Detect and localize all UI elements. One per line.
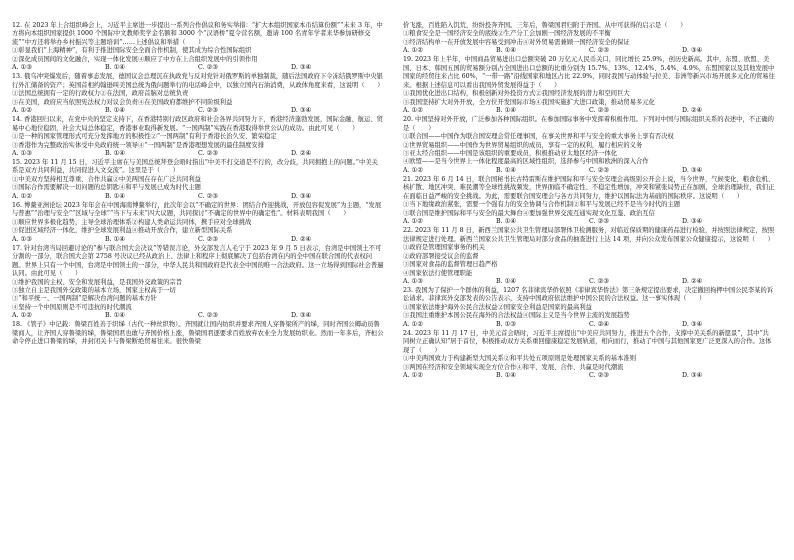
statement-item: ①联合国——中国作为联合国安理会常任理事国，在事关世界和平与安全的重大事务上享有否决权 xyxy=(403,133,674,141)
answer-choice: C. ②③ xyxy=(198,192,218,200)
question-stem: 23. 我国为了保护一个群体的利益，1207 名菲律宾华侨依照《菲律宾华侨法》第三条规定提出要求，决定撤回拘押中国公民李某的诉讼请求。菲律宾外交部发表的公告表示，支持中国政府依法维护中国公民的合法权益。这一事实体现（ ） xyxy=(403,287,774,303)
statement-item: ②世界贸易组织——中国作为世界贸易组织的成员，享有一定的权利，履行相应的义务 xyxy=(403,141,643,149)
answer-choice: C. ②③ xyxy=(198,107,218,115)
answer-choice: A. ①③ xyxy=(12,149,32,157)
statement-item: ①维护我国的主权、安全和发展利益，是我国外交政策的宗旨 xyxy=(12,278,183,286)
answer-choices xyxy=(12,193,384,201)
question-block xyxy=(403,56,775,115)
answer-choice: D. ③④ xyxy=(682,166,703,174)
statement-item: ③两国在经济和安全领域实现全方位合作④和平、发展、合作、共赢是时代潮流 xyxy=(403,363,624,371)
statement-item: ④坚持一个中国原则是不可违抗的时代潮流 xyxy=(12,303,132,311)
question-block xyxy=(12,73,384,115)
question-stem: 18. 《管子》中记载：鲁梁百姓善于织绨（古代一种丝织物）。齐国就让国内纺织并要求齐国人穿鲁梁所产的绨，同时齐国公卿动员鲁梁商人，让齐国人穿鲁梁的绨，鲁梁国君也敢与齐国价格上涨，鲁梁国君逐要求百姓放弃农业全力发展纺织业。然而一年多后，齐桓公命令停止进口鲁梁的绨，并封闭关卡与鲁梁断绝贸易往来。很快鲁梁 xyxy=(12,321,384,346)
answer-choice: B. ①③ xyxy=(496,320,516,328)
statement-item: ①粮食安全是一国经济安全的底线②生产分工会加剧一国经济发展的不平衡 xyxy=(403,30,611,38)
statement-item: ②深化成员国间的文化融合，实现一体化发展④顺应了中方在上合组织发展中的引领作用 xyxy=(12,55,258,63)
answer-choice: B. ①④ xyxy=(496,277,516,285)
answer-choices xyxy=(403,321,775,329)
answer-choice: C. ②③ xyxy=(198,312,218,320)
statement-item: ②政府部署接受议会的监督 xyxy=(403,252,479,260)
answer-choice: A. ①② xyxy=(403,166,423,174)
question-stem: 22. 2023 年 11 月 8 日，新西兰国家公共卫生管理局部署体卫检测服务，对临近保质期的健康药品进行检验，并按照法律规定，按照法律规定进行处理。新西兰国家公共卫生管理局对部分食品的抽查进行上达 14 项，并向公众发布国家公众健康提示，这说明（ ） xyxy=(403,227,775,243)
statement-item: ①当下地缘政治紧张，需要一个强有力的安全协调与合作机制②和平与发展已经不是当今时代的主题 xyxy=(403,201,681,209)
question-block xyxy=(12,116,384,158)
statement-item: ④欧盟——是当今世界上一体化程度最高的区域性组织，选择参与中国和欧洲的深入合作 xyxy=(403,158,649,166)
right-column xyxy=(403,22,775,381)
statement-item: ③国际合作需要解决一切问题的总钥匙④和平与发展已成为时代主题 xyxy=(12,184,201,192)
answer-choice: C. ②③ xyxy=(589,218,609,226)
answer-choice: A. ①③ xyxy=(12,64,32,72)
answer-choice: D. ②④ xyxy=(291,235,312,243)
question-stem: 16. 博鳌亚洲论坛 2023 年年会在中国海南博鳌举行，此次年会以“不确定的世界：团结合作迎挑战，开放包容促发展”为主题，“发展与普惠”“治理与安全”“区域与全球”“当下与未来”四大议题，共同探讨“不确定的世界中的确定性”。材料表明我国（ ） xyxy=(12,201,382,218)
answer-choice: B. ①④ xyxy=(105,312,125,320)
answer-choice: A. ①② xyxy=(12,312,32,320)
answer-choices xyxy=(403,167,775,175)
statement-item: ①是一种的国家管理形式可充分发挥地方的积极性②“一国两制”有利于香港长治久安、繁荣稳定 xyxy=(12,133,277,141)
question-block xyxy=(12,22,384,73)
statement-item: ③在美国，政府应当依照宪法权力对议会负责④在美国政府都维护不同阶级利益 xyxy=(12,98,233,106)
answer-choice: B. ①④ xyxy=(496,372,516,380)
answer-choices xyxy=(403,372,775,380)
answer-choice: B. ①④ xyxy=(496,47,516,55)
question-block xyxy=(12,321,384,346)
answer-choice: B. ①④ xyxy=(105,149,125,157)
statement-item: ①顺应世界多极化趋势，主导全球治理体系②构建人类命运共同体，携手应对全球挑战 xyxy=(12,218,252,226)
answer-choices xyxy=(403,107,775,115)
statement-item: ①中美两国致力于构建新型大国关系②和平共处五项原则是处理国家关系的基本准则 xyxy=(403,355,636,363)
answer-choices xyxy=(12,236,384,244)
answer-choice: D. ②④ xyxy=(682,107,703,115)
answer-choice: D. ③④ xyxy=(682,218,703,226)
answer-choice: C. ②④ xyxy=(589,320,609,328)
statement-item: ③经济结构单一在开放发展中容易受到冲击④对外贸易需兼顾一国经济安全的保证 xyxy=(403,38,630,46)
answer-choice: B. ①④ xyxy=(105,64,125,72)
question-stem: 14. 香港回归以来，在党中央的坚定支持下，在香港特别行政区政府和社会各界共同努力下，香港经济蓬勃发展，国际金融、航运、贸易中心地位稳固，社会大局总体稳定，香港事业取得新发展。“一国两制”实践在香港取得举世公认的成功。由此可见（ ） xyxy=(12,116,383,132)
answer-choice: C. ②③ xyxy=(589,107,609,115)
statement-item: ③联合国是维护国际和平与安全的最大舞台④要加强世界交流互通实现文化互鉴、政治互信 xyxy=(403,209,655,217)
statement-item: ①政府是管理国家事务的机关 xyxy=(403,244,485,252)
question-stem: 21. 2023 年 6 月 14 日，联合国秘书长古特雷斯在维护国际和平与安全安理会高级别公开会上说，当今世界，气候变化、粮食危机、核扩散、地区冲突、难民潮等全球性挑战频发，世界面临不确定性、不稳定性增加，冲突和紧张局势正在加剧，全球治理缺位，我们正在面临日益严峻的安全挑战。为此，需要联合国安理会与各方共同努力，维护以国际法为基础的国际秩序。这说明（ ） xyxy=(403,175,775,200)
statement-item: ③我国注重维护本国公民在海外的合法权益④国际主义是当今世界主流的发展趋势 xyxy=(403,312,630,320)
question-block xyxy=(403,287,775,329)
statement-item: ③亚太经合组织——中国是该组织的重要成员，积极推动亚太地区经济一体化 xyxy=(403,149,618,157)
question-stem: 19. 2023 年上半年，中国商品贸易进出口总额突破 20 万亿元人民币关口，同比增长 25.9%，创历史新高。其中，东盟、欧盟、美国、日本、韩国五国的贸易额分别占全国进出口总额的比重分别为 15.7%、13%、12.4%、5.4%、4.9%，东盟国家以及其他发展中国家的经贸往来占比 60%，“一带一路”沿线国家和地区占比 22.9%，同时我国与动体验与拉美、非洲等新兴市场开展多元化的贸易往来。根据上述信息可以看出我国外贸发展得益于（ ） xyxy=(403,56,775,89)
statement-item: ①法国总统拥有一定的行政权力②在法国，政府首脑对总统负责 xyxy=(12,90,189,98)
answer-choice: A. ①② xyxy=(403,47,423,55)
answer-choices xyxy=(12,107,384,115)
answer-choice: C. ②③ xyxy=(198,235,218,243)
answer-choices xyxy=(403,47,775,55)
answer-choice: C. ②③ xyxy=(198,149,218,157)
answer-choice: D. ③④ xyxy=(682,47,703,55)
statement-item: ③促进区域经济一体化，维护全球发展利益④推动开放合作，建立新型国际关系 xyxy=(12,227,233,235)
question-block xyxy=(403,330,775,381)
question-block xyxy=(403,116,775,175)
answer-choice: B. ①④ xyxy=(105,107,125,115)
answer-choice: C. ②③ xyxy=(589,166,609,174)
answer-choice: A. ①③ xyxy=(403,277,423,285)
answer-choices xyxy=(12,150,384,158)
answer-choices xyxy=(403,278,775,286)
answer-choice: C. ②③ xyxy=(589,47,609,55)
answer-choice: A. ①② xyxy=(12,107,32,115)
answer-choice: B. ①④ xyxy=(105,235,125,243)
question-block xyxy=(403,176,775,227)
answer-choice: B. ①④ xyxy=(496,107,516,115)
answer-choice: D. ③④ xyxy=(291,192,312,200)
answer-choice: C. ②③ xyxy=(589,372,609,380)
question-block xyxy=(403,22,775,56)
statement-item: ③国家对食品的监督管理日趋严格 xyxy=(403,261,498,269)
question-stem: 24. 2023 年 11 月 17 日，中美元首会晤时，习近平主席提出“中美应共同努力，推进五个合作，支撑中美关系的新愿景”，其中“共同树立正确认知”居于首位，积极推动双方关系重回健康稳定发展轨道，相向而行，推动了中国与其他国家更广泛更深入的合作。这体现了（ ） xyxy=(403,329,772,354)
answer-choice: A. ①② xyxy=(403,107,423,115)
answer-choice: D. ③④ xyxy=(682,372,703,380)
question-block xyxy=(403,227,775,286)
answer-choice: C. ②③ xyxy=(589,277,609,285)
answer-choices xyxy=(12,312,384,320)
answer-choice: C. ②③ xyxy=(198,64,218,72)
answer-choice: D. ③④ xyxy=(291,64,312,72)
statement-item: ①彰显我们“上海精神”，有利于推进国际安全全面合作机制，使其成为综合性国际组织 xyxy=(12,47,252,55)
statement-item: ④国家依法行使管理职能 xyxy=(403,269,473,277)
statement-item: ①中美双方坚持相互尊重、合作共赢②中美两国在存在广泛共同利益 xyxy=(12,175,201,183)
left-column xyxy=(12,22,384,347)
answer-choice: B. ①④ xyxy=(496,166,516,174)
answer-choice: A. ①③ xyxy=(12,235,32,243)
answer-choice: A. ①② xyxy=(403,218,423,226)
answer-choices xyxy=(12,64,384,72)
question-block xyxy=(12,202,384,244)
statement-item: ③香港作为完整政治实体受中央政府统一领导④“一国两制”是香港理想发展的最佳制度安排 xyxy=(12,141,265,149)
statement-item: ①我国优化进出口结构，积极创新对外投资方式②我国经济发展的潜力和空间巨大 xyxy=(403,90,630,98)
answer-choice: A. ①② xyxy=(12,192,32,200)
question-stem: 20. 中国坚持对外开放，广泛参加各种国际组织。在参加国际事务中发挥着积极作用。下列对中国与国际组织关系的表述中，不正确的是（ ） xyxy=(403,116,774,132)
answer-choices xyxy=(403,218,775,226)
statement-item: ③独立自主是我国外交政策的基本立场，国家主权高于一切 xyxy=(12,287,176,295)
question-stem: 13. 俄乌冲突爆发后，随着事态发展，德国议会总理沉在执政党与反对党针对俄罗斯的单独制裁，随后法国政府下令冻结俄罗斯中央银行外汇储备的资产；英国首相约翰逊叫美国总统为俄问题举行的电话峰会中，以独立国内石油消费，从政体角度来看，这说明（ ） xyxy=(12,73,384,89)
answer-choice: D. ③④ xyxy=(291,107,312,115)
question-stem: 12. 在 2023 年上合组织峰会上，习近平主席进一步提出一系列合作倡议和务实举措：“扩大本组织国家本币结算份额”“未来 3 年，中方将向本组织国家提供 1000 个国际中文教师奖学金名额和 3000 个“汉语桥”夏令营名额，邀请 100 名青年学者来华参加研修交流”“中方还将举办乡村振兴等主题培训”……上述倡议和举措（ ） xyxy=(12,22,383,46)
answer-choice: D. ③④ xyxy=(682,320,703,328)
statement-item: ③“和平统一、一国两制”是解决台湾问题的基本方针 xyxy=(12,295,157,303)
answer-choice: B. ①④ xyxy=(496,218,516,226)
question-stem: 15. 2023 年 11 月 15 日，习近平主席在与美国总统拜登会晤时指出“中美不打交道是不行的，改分歧，共同拥抱上的问题。”中美关系是双方共同利益，共同促进人文交流”。这里是于（ ） xyxy=(12,159,378,175)
question-stem: 价飞涨，百姓陷入饥荒，纷纷投奔齐国。三年后，鲁梁国君归附于齐国。从中可获得的启示是（ ） xyxy=(403,22,687,29)
answer-choice: A. ①② xyxy=(403,372,423,380)
statement-item: ①国家依法维护海外公民合法权益②国家安全利益是国家的最高利益 xyxy=(403,303,592,311)
question-stem: 17. 针对台湾当局回避讨论的“参与联合国大会决议”等错误言论，外交部发言人毛宁于 2023 年 9 月 5 日表示，台湾是中国领土不可分割的一部分，联合国大会第 2758 号决议已经从政治上、法律上和程序上彻底解决了包括台湾在内的全中国在联合国的代表权问题。世界上只有一个中国，台湾是中国领土的一部分，中华人民共和国政府是代表全中国的唯一合法政府。这一立场得到国际社会普遍认同。由此可见（ ） xyxy=(12,244,384,278)
answer-choice: B. ①④ xyxy=(105,192,125,200)
answer-choice: D. ③④ xyxy=(291,312,312,320)
answer-choice: D. ②④ xyxy=(291,149,312,157)
question-block xyxy=(12,159,384,201)
statement-item: ③我国坚持扩大对外开放，全方位开发国际市场④我国实施扩大进口政策，推动贸易多元化 xyxy=(403,98,655,106)
answer-choice: A. ①② xyxy=(403,320,423,328)
answer-choice: D. ②④ xyxy=(682,277,703,285)
question-block xyxy=(12,245,384,321)
